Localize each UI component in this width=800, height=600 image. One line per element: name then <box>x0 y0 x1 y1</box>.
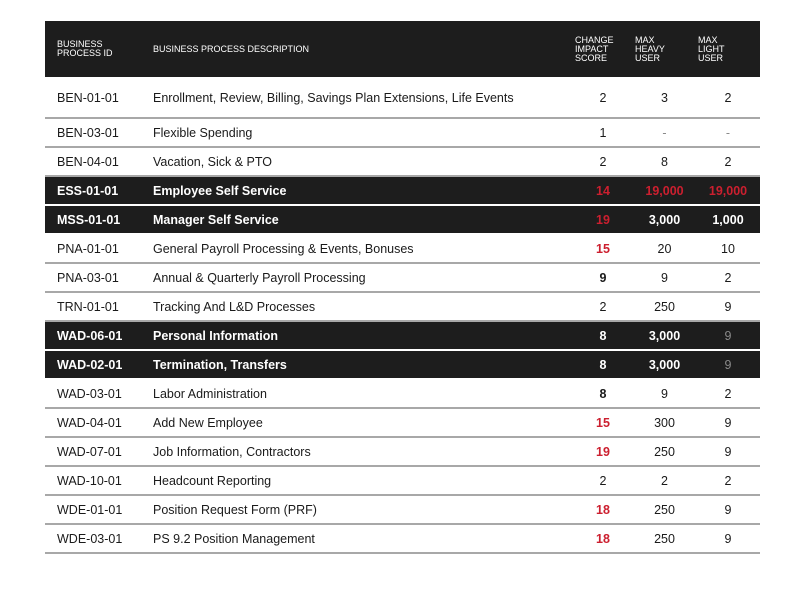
change-score-cell: 8 <box>573 350 633 379</box>
light-user-cell: 9 <box>696 524 760 553</box>
header-light-line-1: MAX <box>698 34 718 45</box>
header-change-line-3: SCORE <box>575 52 608 63</box>
process-id-cell: WAD-03-01 <box>45 379 141 408</box>
light-user-cell: 9 <box>696 408 760 437</box>
column-header-max-light-user <box>696 21 760 77</box>
process-id-cell: WAD-10-01 <box>45 466 141 495</box>
table-row <box>45 495 760 524</box>
light-user-cell: 2 <box>696 147 760 176</box>
heavy-user-cell: 8 <box>633 147 696 176</box>
light-user-cell: 19,000 <box>696 176 760 205</box>
process-id-cell: PNA-03-01 <box>45 263 141 292</box>
table-body <box>45 77 760 553</box>
light-user-cell: - <box>696 118 760 147</box>
change-score-cell: 15 <box>573 234 633 263</box>
change-score-cell: 19 <box>573 437 633 466</box>
change-score-cell: 2 <box>573 466 633 495</box>
process-id-cell: BEN-04-01 <box>45 147 141 176</box>
column-header-change-impact-score <box>573 21 633 77</box>
process-id-cell: WAD-06-01 <box>45 321 141 350</box>
header-change-line-2: IMPACT <box>575 43 609 54</box>
description-cell: Headcount Reporting <box>141 466 573 495</box>
column-header-process-id <box>45 21 141 77</box>
change-score-cell: 15 <box>573 408 633 437</box>
change-score-cell: 2 <box>573 77 633 118</box>
description-cell: Enrollment, Review, Billing, Savings Plan Extensions, Life Events <box>141 77 573 118</box>
heavy-user-cell: 3 <box>633 77 696 118</box>
business-process-table <box>45 21 760 554</box>
process-id-cell: WAD-02-01 <box>45 350 141 379</box>
table-row-highlighted <box>45 350 760 379</box>
process-id-cell: WDE-03-01 <box>45 524 141 553</box>
header-id-line-2: PROCESS ID <box>57 48 113 58</box>
header-row <box>45 21 760 77</box>
heavy-user-cell: 250 <box>633 292 696 321</box>
light-user-cell: 1,000 <box>696 205 760 234</box>
header-light-line-2: LIGHT <box>698 43 725 54</box>
light-user-cell: 2 <box>696 379 760 408</box>
column-header-max-heavy-user <box>633 21 696 77</box>
description-cell: Termination, Transfers <box>141 350 573 379</box>
light-user-cell: 2 <box>696 77 760 118</box>
heavy-user-cell: 3,000 <box>633 205 696 234</box>
heavy-user-cell: 300 <box>633 408 696 437</box>
heavy-user-cell: 9 <box>633 263 696 292</box>
description-cell: Flexible Spending <box>141 118 573 147</box>
description-cell: Vacation, Sick & PTO <box>141 147 573 176</box>
process-id-cell: ESS-01-01 <box>45 176 141 205</box>
description-cell: Labor Administration <box>141 379 573 408</box>
table-row-highlighted <box>45 176 760 205</box>
process-id-cell: WDE-01-01 <box>45 495 141 524</box>
heavy-user-cell: 20 <box>633 234 696 263</box>
header-light-line-3: USER <box>698 52 724 63</box>
heavy-user-cell: - <box>633 118 696 147</box>
heavy-user-cell: 250 <box>633 495 696 524</box>
description-cell: Tracking And L&D Processes <box>141 292 573 321</box>
light-user-cell: 2 <box>696 263 760 292</box>
heavy-user-cell: 3,000 <box>633 321 696 350</box>
process-id-cell: PNA-01-01 <box>45 234 141 263</box>
process-id-cell: BEN-01-01 <box>45 77 141 118</box>
description-cell: Annual & Quarterly Payroll Processing <box>141 263 573 292</box>
description-cell: Position Request Form (PRF) <box>141 495 573 524</box>
description-cell: Manager Self Service <box>141 205 573 234</box>
heavy-user-cell: 19,000 <box>633 176 696 205</box>
change-score-cell: 19 <box>573 205 633 234</box>
change-score-cell: 2 <box>573 147 633 176</box>
table-row <box>45 466 760 495</box>
process-id-cell: WAD-04-01 <box>45 408 141 437</box>
change-score-cell: 8 <box>573 321 633 350</box>
table-row <box>45 408 760 437</box>
table-row <box>45 437 760 466</box>
header-heavy-line-1: MAX <box>635 34 655 45</box>
header-description-label: BUSINESS PROCESS DESCRIPTION <box>153 43 310 54</box>
table-row <box>45 379 760 408</box>
light-user-cell: 9 <box>696 321 760 350</box>
light-user-cell: 9 <box>696 495 760 524</box>
table-row <box>45 292 760 321</box>
table-row-highlighted <box>45 321 760 350</box>
table-row <box>45 77 760 118</box>
business-process-table-container <box>45 21 760 554</box>
light-user-cell: 2 <box>696 466 760 495</box>
header-id-line-1: BUSINESS <box>57 39 103 49</box>
heavy-user-cell: 2 <box>633 466 696 495</box>
table-row <box>45 118 760 147</box>
description-cell: Employee Self Service <box>141 176 573 205</box>
process-id-cell: TRN-01-01 <box>45 292 141 321</box>
column-header-description <box>141 21 573 77</box>
change-score-cell: 9 <box>573 263 633 292</box>
description-cell: Job Information, Contractors <box>141 437 573 466</box>
description-cell: Add New Employee <box>141 408 573 437</box>
description-cell: General Payroll Processing & Events, Bonuses <box>141 234 573 263</box>
light-user-cell: 9 <box>696 350 760 379</box>
change-score-cell: 18 <box>573 524 633 553</box>
table-row <box>45 234 760 263</box>
table-row <box>45 263 760 292</box>
change-score-cell: 14 <box>573 176 633 205</box>
header-heavy-line-3: USER <box>635 52 661 63</box>
change-score-cell: 8 <box>573 379 633 408</box>
process-id-cell: WAD-07-01 <box>45 437 141 466</box>
heavy-user-cell: 3,000 <box>633 350 696 379</box>
header-heavy-line-2: HEAVY <box>635 43 665 54</box>
process-id-cell: BEN-03-01 <box>45 118 141 147</box>
table-header <box>45 21 760 77</box>
process-id-cell: MSS-01-01 <box>45 205 141 234</box>
table-row-highlighted <box>45 205 760 234</box>
light-user-cell: 9 <box>696 437 760 466</box>
heavy-user-cell: 250 <box>633 524 696 553</box>
header-change-line-1: CHANGE <box>575 34 614 45</box>
description-cell: PS 9.2 Position Management <box>141 524 573 553</box>
table-row <box>45 147 760 176</box>
light-user-cell: 10 <box>696 234 760 263</box>
heavy-user-cell: 250 <box>633 437 696 466</box>
description-cell: Personal Information <box>141 321 573 350</box>
change-score-cell: 18 <box>573 495 633 524</box>
table-row <box>45 524 760 553</box>
change-score-cell: 1 <box>573 118 633 147</box>
change-score-cell: 2 <box>573 292 633 321</box>
light-user-cell: 9 <box>696 292 760 321</box>
heavy-user-cell: 9 <box>633 379 696 408</box>
